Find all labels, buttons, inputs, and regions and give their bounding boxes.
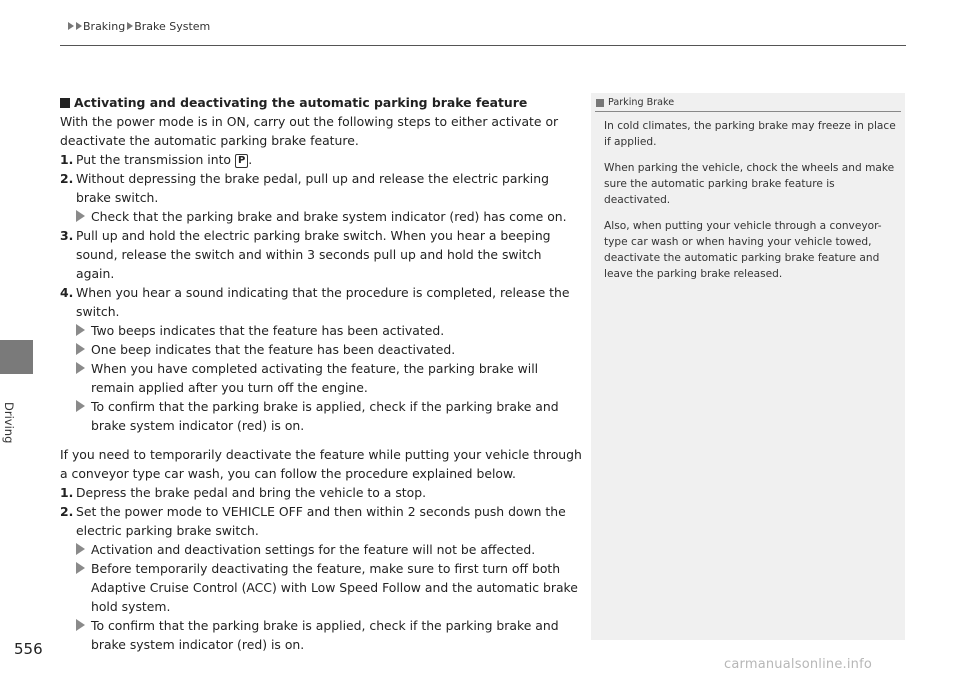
triangle-right-icon xyxy=(76,324,85,336)
sub-item xyxy=(60,359,582,397)
sub-item xyxy=(60,321,582,340)
steps-list xyxy=(60,150,582,435)
triangle-right-icon-wrap xyxy=(76,321,91,340)
triangle-right-icon xyxy=(76,210,85,222)
triangle-right-icon-wrap xyxy=(76,540,91,559)
sub-item-text: When you have completed activating the feature, the parking brake will remain applied after you turn off the engine. xyxy=(91,361,539,395)
triangle-right-icon xyxy=(76,562,85,574)
step-text: Without depressing the brake pedal, pull up and release the electric parking brake switch. xyxy=(76,171,549,205)
step-number: 2. xyxy=(60,504,74,519)
triangle-right-icon xyxy=(76,22,82,30)
step-number: 1. xyxy=(60,485,74,500)
section-heading-text: Activating and deactivating the automatic parking brake feature xyxy=(74,95,528,110)
watermark: carmanualsonline.info xyxy=(724,657,873,672)
step-item xyxy=(60,169,582,207)
step-item xyxy=(60,226,582,283)
step-number: 3. xyxy=(60,228,74,243)
main-content xyxy=(60,93,582,654)
step-item xyxy=(60,283,582,321)
triangle-right-icon xyxy=(76,619,85,631)
triangle-right-icon xyxy=(76,400,85,412)
sub-item xyxy=(60,340,582,359)
step-number: 4. xyxy=(60,285,74,300)
sub-item-text: One beep indicates that the feature has been deactivated. xyxy=(91,342,456,357)
note-box xyxy=(591,93,905,640)
step-item xyxy=(60,483,582,502)
section-label: Driving xyxy=(2,402,16,444)
sub-item-text: Before temporarily deactivating the feature, make sure to first turn off both Adaptive Cruise Control (ACC) with Low Speed Follow and the automatic brake hold system. xyxy=(91,561,578,614)
sub-item-text: To confirm that the parking brake is applied, check if the parking brake and brake system indicator (red) is on. xyxy=(91,618,559,652)
step-text: Set the power mode to VEHICLE OFF and then within 2 seconds push down the electric parking brake switch. xyxy=(76,504,566,538)
header-divider xyxy=(60,45,906,46)
sub-item-text: Two beeps indicates that the feature has been activated. xyxy=(91,323,445,338)
sub-item xyxy=(60,397,582,435)
sub-item xyxy=(60,559,582,616)
note-paragraph: Also, when putting your vehicle through a conveyor-type car wash or when having your vehicle towed, deactivate the automatic parking brake feature and leave the parking brake released. xyxy=(604,220,882,280)
note-paragraph: When parking the vehicle, chock the wheels and make sure the automatic parking brake feature is deactivated. xyxy=(604,162,895,206)
triangle-right-icon xyxy=(76,543,85,555)
triangle-right-icon xyxy=(68,22,74,30)
square-icon xyxy=(596,99,604,107)
note-body xyxy=(604,118,896,292)
intro-paragraph: With the power mode is in ON, carry out the following steps to either activate or deactivate the automatic parking brake feature. xyxy=(60,114,559,148)
triangle-right-icon-wrap xyxy=(76,559,91,616)
step-text xyxy=(76,150,582,169)
sub-item-text: Activation and deactivation settings for the feature will not be affected. xyxy=(91,542,536,557)
triangle-right-icon xyxy=(76,362,85,374)
step-text: Depress the brake pedal and bring the vehicle to a stop. xyxy=(76,485,427,500)
triangle-right-icon-wrap xyxy=(76,397,91,435)
sub-item-text: Check that the parking brake and brake system indicator (red) has come on. xyxy=(91,209,567,224)
note-title xyxy=(596,97,674,108)
step-item xyxy=(60,150,582,169)
breadcrumb xyxy=(67,20,210,33)
triangle-right-icon-wrap xyxy=(76,359,91,397)
step-text: Pull up and hold the electric parking brake switch. When you hear a beeping sound, release the switch and within 3 seconds pull up and hold the switch again. xyxy=(76,228,551,281)
step-number: 2. xyxy=(60,171,74,186)
note-divider xyxy=(595,111,901,112)
section-heading xyxy=(60,93,582,112)
triangle-right-icon-wrap xyxy=(76,616,91,654)
park-key-icon: P xyxy=(235,154,248,168)
section-tab xyxy=(0,340,33,374)
step-item xyxy=(60,502,582,540)
intro-paragraph-2: If you need to temporarily deactivate the feature while putting your vehicle through a conveyor type car wash, you can follow the procedure explained below. xyxy=(60,447,582,481)
triangle-right-icon xyxy=(76,343,85,355)
sub-item-text: To confirm that the parking brake is applied, check if the parking brake and brake system indicator (red) is on. xyxy=(91,399,559,433)
note-title-text: Parking Brake xyxy=(608,97,675,108)
breadcrumb-item-brake-system: Brake System xyxy=(134,20,211,33)
sub-item xyxy=(60,207,582,226)
page-number: 556 xyxy=(14,640,43,658)
sub-item xyxy=(60,540,582,559)
step-text: When you hear a sound indicating that the procedure is completed, release the switch. xyxy=(76,285,570,319)
triangle-right-icon xyxy=(127,22,133,30)
breadcrumb-item-braking: Braking xyxy=(83,20,126,33)
steps-list-2 xyxy=(60,483,582,654)
triangle-right-icon-wrap xyxy=(76,207,91,226)
step-text-part: Put the transmission into xyxy=(76,152,235,167)
sub-item xyxy=(60,616,582,654)
triangle-right-icon-wrap xyxy=(76,340,91,359)
square-icon xyxy=(60,98,70,108)
note-paragraph: In cold climates, the parking brake may freeze in place if applied. xyxy=(604,120,896,148)
step-number: 1. xyxy=(60,152,74,167)
step-text-part: . xyxy=(248,152,253,167)
